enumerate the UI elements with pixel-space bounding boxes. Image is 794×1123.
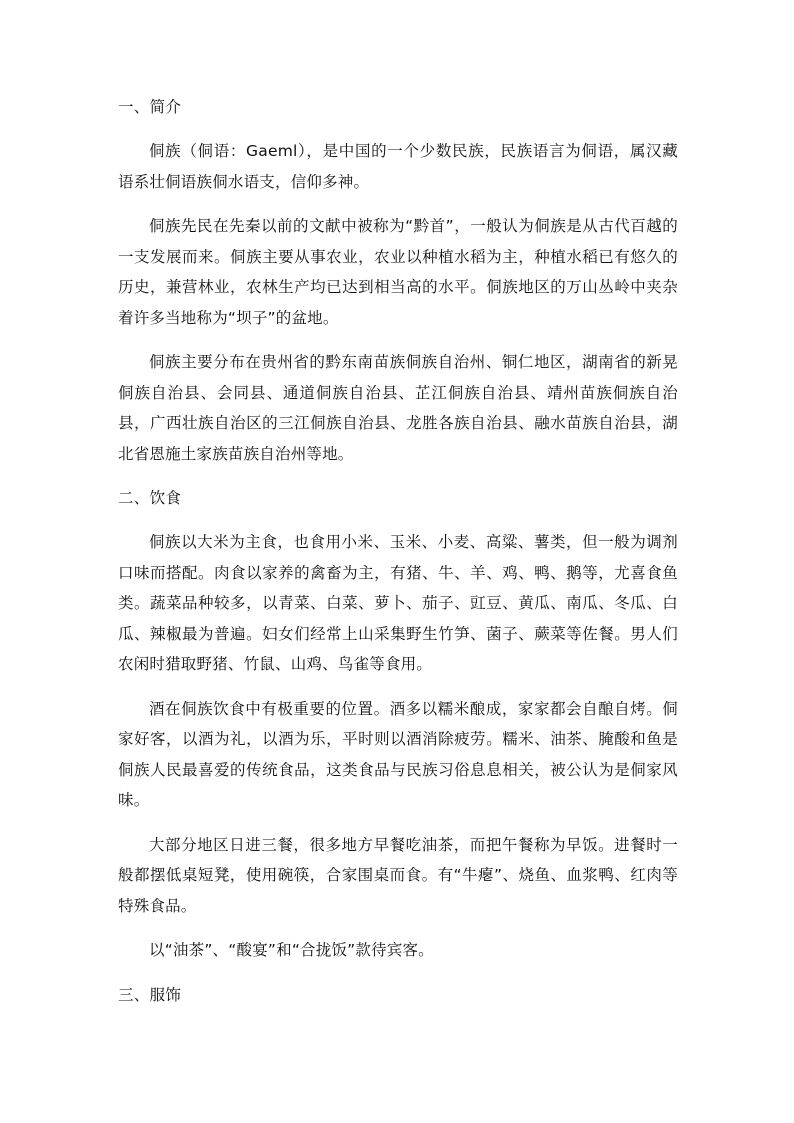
paragraph: 侗族（侗语：Gaeml），是中国的一个少数民族，民族语言为侗语，属汉藏语系壮侗语族侗水语支，信仰多神。 <box>118 142 678 191</box>
paragraph: 大部分地区日进三餐，很多地方早餐吃油茶，而把午餐称为早饭。进餐时一般都摆低桌短凳，使用碗筷，合家围桌而食。有“牛瘪”、烧鱼、血浆鸭、红肉等特殊食品。 <box>118 835 678 915</box>
paragraph: 酒在侗族饮食中有极重要的位置。酒多以糯米酿成，家家都会自酿自烤。侗家好客，以酒为礼，以酒为乐，平时则以酒消除疲劳。糯米、油茶、腌酸和鱼是侗族人民最喜爱的传统食品，这类食品与民族习俗息息相关，被公认为是侗家风味。 <box>118 699 678 809</box>
section-heading-diet: 二、饮食 <box>118 489 182 507</box>
paragraph: 侗族主要分布在贵州省的黔东南苗族侗族自治州、铜仁地区，湖南省的新晃侗族自治县、会同县、通道侗族自治县、芷江侗族自治县、靖州苗族侗族自治县，广西壮族自治区的三江侗族自治县、龙胜各族自治县、融水苗族自治县，湖北省恩施土家族苗族自治州等地。 <box>118 353 678 463</box>
section-heading-clothing: 三、服饰 <box>118 985 182 1004</box>
section-heading-intro: 一、简介 <box>118 98 182 116</box>
document-body <box>118 92 678 1024</box>
paragraph: 侗族以大米为主食，也食用小米、玉米、小麦、高粱、薯类，但一般为调剂口味而搭配。肉食以家养的禽畜为主，有猪、牛、羊、鸡、鸭、鹅等，尤喜食鱼类。蔬菜品种较多，以青菜、白菜、萝卜、茄子、豇豆、黄瓜、南瓜、冬瓜、白瓜、辣椒最为普遍。妇女们经常上山采集野生竹笋、菌子、蕨菜等佐餐。男人们农闲时猎取野猪、竹鼠、山鸡、鸟雀等食用。 <box>118 533 678 673</box>
paragraph: 侗族先民在先秦以前的文献中被称为“黔首”，一般认为侗族是从古代百越的一支发展而来。侗族主要从事农业，农业以种植水稻为主，种植水稻已有悠久的历史，兼营林业，农林生产均已达到相当高的水平。侗族地区的万山丛岭中夹杂着许多当地称为“坝子”的盆地。 <box>118 217 678 327</box>
paragraph: 以“油茶”、“酸宴”和“合拢饭”款待宾客。 <box>149 941 434 959</box>
